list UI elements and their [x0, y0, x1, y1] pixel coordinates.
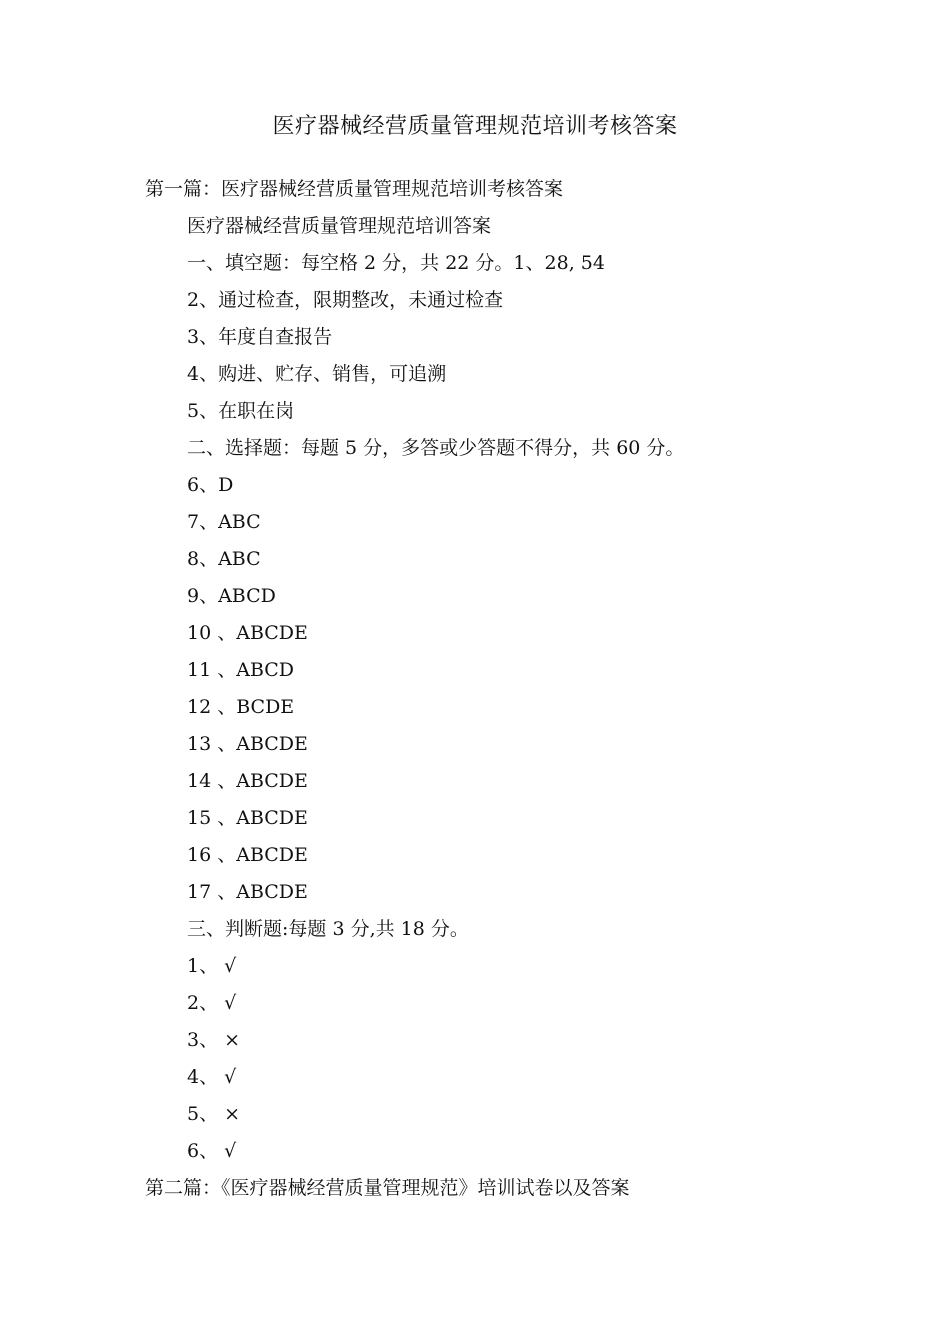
fill-blank-answer: 4、购进、贮存、销售，可追溯	[187, 363, 447, 385]
true-false-answer: 4、 √	[187, 1066, 237, 1088]
multiple-choice-answer: 7、ABC	[187, 511, 261, 533]
multiple-choice-answer: 11 、ABCD	[187, 659, 295, 681]
multiple-choice-answer: 17 、ABCDE	[187, 881, 308, 903]
multiple-choice-answer: 6、D	[187, 474, 234, 496]
true-false-heading: 三、判断题:每题 3 分,共 18 分。	[187, 918, 469, 940]
fill-blank-answer: 5、在职在岗	[187, 400, 295, 422]
multiple-choice-heading: 二、选择题：每题 5 分，多答或少答题不得分，共 60 分。	[187, 437, 685, 459]
multiple-choice-answer: 9、ABCD	[187, 585, 276, 607]
multiple-choice-answer: 10 、ABCDE	[187, 622, 308, 644]
document-title: 医疗器械经营质量管理规范培训考核答案	[272, 114, 678, 139]
multiple-choice-answer: 13 、ABCDE	[187, 733, 308, 755]
section-1-subtitle: 医疗器械经营质量管理规范培训答案	[187, 215, 492, 237]
multiple-choice-answer: 15 、ABCDE	[187, 807, 308, 829]
true-false-answer: 5、 ×	[187, 1103, 241, 1125]
multiple-choice-answer: 12 、BCDE	[187, 696, 295, 718]
true-false-answer: 1、 √	[187, 955, 237, 977]
document-body	[145, 171, 845, 1207]
true-false-answer: 2、 √	[187, 992, 237, 1014]
fill-blank-answer: 3、年度自查报告	[187, 326, 333, 348]
section-1-heading: 第一篇：医疗器械经营质量管理规范培训考核答案	[145, 178, 564, 200]
true-false-answer: 6、 √	[187, 1140, 237, 1162]
multiple-choice-answer: 14 、ABCDE	[187, 770, 308, 792]
fill-blank-heading: 一、填空题：每空格 2 分，共 22 分。1、28, 54	[187, 252, 605, 274]
section-2-heading: 第二篇：《医疗器械经营质量管理规范》培训试卷以及答案	[145, 1177, 630, 1199]
multiple-choice-answer: 16 、ABCDE	[187, 844, 308, 866]
fill-blank-answer: 2、通过检查，限期整改，未通过检查	[187, 289, 504, 311]
true-false-answer: 3、 ×	[187, 1029, 241, 1051]
multiple-choice-answer: 8、ABC	[187, 548, 261, 570]
